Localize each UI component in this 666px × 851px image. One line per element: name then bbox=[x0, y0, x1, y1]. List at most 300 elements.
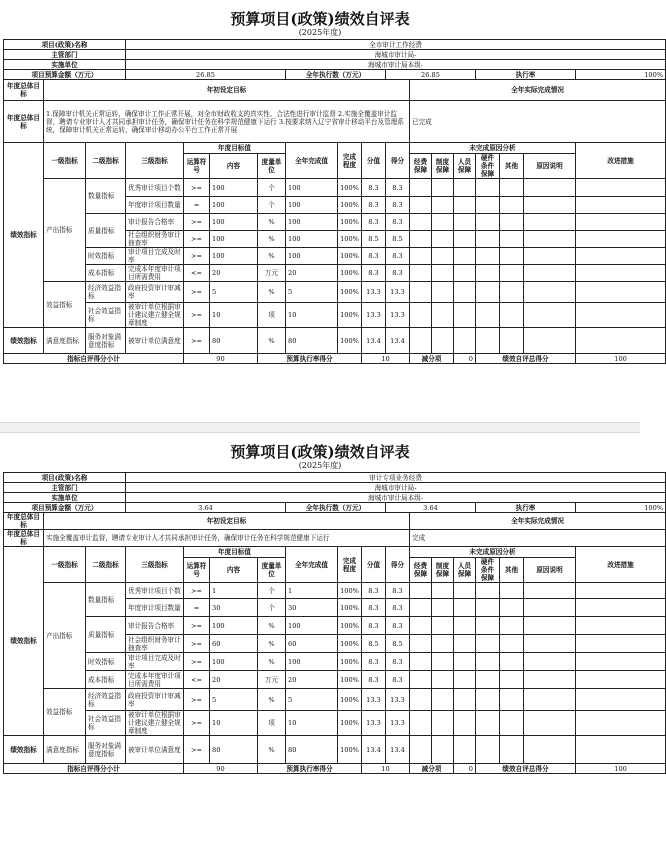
empty-cell bbox=[524, 635, 576, 653]
indicator-degree: 100% bbox=[338, 583, 362, 599]
empty-cell bbox=[410, 231, 432, 248]
indicator-actual: 30 bbox=[286, 599, 338, 617]
table-row bbox=[4, 40, 666, 50]
indicator-name: 年度审计项目数量 bbox=[126, 599, 184, 617]
table-row bbox=[4, 101, 666, 143]
project-name-value: 审计专项业务经费 bbox=[126, 473, 666, 483]
indicator-weight: 8.3 bbox=[362, 179, 386, 197]
table-row bbox=[4, 671, 666, 689]
indicator-unit: 个 bbox=[258, 197, 286, 214]
empty-cell bbox=[410, 653, 432, 671]
empty-cell bbox=[524, 265, 576, 282]
unit-label: 实施单位 bbox=[4, 60, 126, 70]
header-level1: 一级指标 bbox=[44, 547, 86, 583]
table-row bbox=[4, 513, 666, 530]
empty-cell bbox=[476, 689, 500, 711]
empty-cell bbox=[524, 599, 576, 617]
empty-cell bbox=[432, 671, 454, 689]
indicator-value: 100 bbox=[210, 248, 258, 265]
indicator-op: = bbox=[184, 599, 210, 617]
indicator-score: 13.4 bbox=[386, 328, 410, 354]
header-score: 得分 bbox=[386, 547, 410, 583]
table-row bbox=[4, 354, 666, 364]
indicator-op: >= bbox=[184, 689, 210, 711]
rate-label: 执行率 bbox=[476, 70, 576, 80]
indicator-value: 80 bbox=[210, 328, 258, 354]
indicator-weight: 8.5 bbox=[362, 231, 386, 248]
indicator-name: 年度审计项目数量 bbox=[126, 197, 184, 214]
indicator-value: 100 bbox=[210, 214, 258, 231]
indicator-degree: 100% bbox=[338, 599, 362, 617]
goal-header-label: 年度总体目标 bbox=[4, 80, 44, 101]
empty-cell bbox=[524, 328, 576, 354]
empty-cell bbox=[476, 265, 500, 282]
deduct-value: 0 bbox=[454, 354, 476, 364]
goal-text: 实施全覆盖审计监督，聘请专业审计人才共同承担审计任务，确保审计任务在科学规范健康下运行 bbox=[44, 530, 410, 547]
report-page-2 bbox=[0, 433, 664, 851]
indicator-actual: 100 bbox=[286, 214, 338, 231]
empty-cell bbox=[454, 248, 476, 265]
empty-cell bbox=[524, 179, 576, 197]
table-row bbox=[4, 179, 666, 197]
indicator-score: 13.4 bbox=[386, 736, 410, 764]
empty-cell bbox=[576, 599, 666, 617]
total-value: 100 bbox=[576, 354, 666, 364]
indicator-name: 政府投资审计审减率 bbox=[126, 282, 184, 303]
empty-cell bbox=[432, 214, 454, 231]
empty-cell bbox=[476, 653, 500, 671]
empty-cell bbox=[500, 197, 524, 214]
goal-actual-label: 全年实际完成情况 bbox=[410, 513, 666, 530]
deduct-label: 减分项 bbox=[410, 764, 454, 774]
empty-cell bbox=[476, 583, 500, 599]
goal-actual-label: 全年实际完成情况 bbox=[410, 80, 666, 101]
indicator-value: 20 bbox=[210, 265, 258, 282]
header-r-staff: 人员保障 bbox=[454, 558, 476, 583]
header-improve: 改进措施 bbox=[576, 547, 666, 583]
empty-cell bbox=[576, 689, 666, 711]
empty-cell bbox=[500, 736, 524, 764]
indicator-actual: 100 bbox=[286, 197, 338, 214]
indicator-score: 8.3 bbox=[386, 248, 410, 265]
empty-cell bbox=[410, 689, 432, 711]
indicator-score: 13.3 bbox=[386, 711, 410, 736]
empty-cell bbox=[524, 583, 576, 599]
indicator-op: >= bbox=[184, 583, 210, 599]
header-r-other: 其他 bbox=[500, 154, 524, 179]
indicator-score: 13.3 bbox=[386, 689, 410, 711]
l2-service: 服务对象满意度指标 bbox=[86, 736, 126, 764]
empty-cell bbox=[476, 303, 500, 328]
indicator-value: 60 bbox=[210, 635, 258, 653]
budget-value: 3.64 bbox=[126, 503, 286, 513]
indicator-value: 100 bbox=[210, 179, 258, 197]
indicator-score: 8.3 bbox=[386, 671, 410, 689]
indicator-op: >= bbox=[184, 711, 210, 736]
indicator-actual: 10 bbox=[286, 711, 338, 736]
indicator-weight: 8.5 bbox=[362, 635, 386, 653]
indicator-actual: 5 bbox=[286, 282, 338, 303]
header-degree: 完成程度 bbox=[338, 547, 362, 583]
indicator-actual: 100 bbox=[286, 653, 338, 671]
empty-cell bbox=[410, 328, 432, 354]
empty-cell bbox=[432, 303, 454, 328]
empty-cell bbox=[576, 231, 666, 248]
empty-cell bbox=[476, 635, 500, 653]
indicator-name: 被审计单位根据审计建议建立健全规章制度 bbox=[126, 303, 184, 328]
indicator-actual: 1 bbox=[286, 583, 338, 599]
empty-cell bbox=[576, 214, 666, 231]
indicator-weight: 13.4 bbox=[362, 328, 386, 354]
indicator-weight: 13.4 bbox=[362, 736, 386, 764]
table-row bbox=[4, 547, 666, 558]
empty-cell bbox=[476, 328, 500, 354]
indicator-op: >= bbox=[184, 282, 210, 303]
empty-cell bbox=[410, 736, 432, 764]
indicator-unit: % bbox=[258, 282, 286, 303]
header-r-staff: 人员保障 bbox=[454, 154, 476, 179]
header-r-system: 制度保障 bbox=[432, 558, 454, 583]
l2-quantity: 数量指标 bbox=[86, 179, 126, 214]
empty-cell bbox=[500, 653, 524, 671]
header-weight: 分值 bbox=[362, 547, 386, 583]
empty-cell bbox=[576, 711, 666, 736]
indicator-actual: 100 bbox=[286, 231, 338, 248]
empty-cell bbox=[454, 197, 476, 214]
table-row bbox=[4, 530, 666, 547]
empty-cell bbox=[432, 231, 454, 248]
empty-cell bbox=[410, 248, 432, 265]
empty-cell bbox=[410, 282, 432, 303]
budget-label: 项目预算金额（万元） bbox=[4, 503, 126, 513]
header-unit: 度量单位 bbox=[258, 558, 286, 583]
unit-value: 海城市审计局本级- bbox=[126, 60, 666, 70]
total-label: 绩效自评总得分 bbox=[476, 764, 576, 774]
empty-cell bbox=[454, 635, 476, 653]
empty-cell bbox=[576, 736, 666, 764]
indicator-degree: 100% bbox=[338, 282, 362, 303]
indicator-weight: 13.3 bbox=[362, 282, 386, 303]
empty-cell bbox=[500, 282, 524, 303]
empty-cell bbox=[432, 197, 454, 214]
empty-cell bbox=[476, 231, 500, 248]
empty-cell bbox=[500, 303, 524, 328]
empty-cell bbox=[524, 653, 576, 671]
goal-header-label: 年度总体目标 bbox=[4, 513, 44, 530]
indicator-value: 30 bbox=[210, 599, 258, 617]
l2-service: 服务对象满意度指标 bbox=[86, 328, 126, 354]
indicator-actual: 20 bbox=[286, 671, 338, 689]
rate-label: 执行率 bbox=[476, 503, 576, 513]
indicator-op: <= bbox=[184, 265, 210, 282]
indicator-score: 8.3 bbox=[386, 179, 410, 197]
table-row bbox=[4, 328, 666, 354]
indicator-op: >= bbox=[184, 248, 210, 265]
empty-cell bbox=[524, 689, 576, 711]
indicator-unit: % bbox=[258, 736, 286, 764]
l2-timeliness: 时效指标 bbox=[86, 653, 126, 671]
empty-cell bbox=[500, 711, 524, 736]
rate-value: 100% bbox=[576, 70, 666, 80]
empty-cell bbox=[454, 282, 476, 303]
indicator-score: 8.3 bbox=[386, 214, 410, 231]
goal-actual-value: 已完成 bbox=[410, 101, 666, 143]
header-improve: 改进措施 bbox=[576, 143, 666, 179]
executed-label: 全年执行数（万元） bbox=[286, 503, 386, 513]
empty-cell bbox=[500, 265, 524, 282]
project-name-label: 项目(政策)名称 bbox=[4, 473, 126, 483]
empty-cell bbox=[576, 282, 666, 303]
budget-label: 项目预算金额（万元） bbox=[4, 70, 126, 80]
empty-cell bbox=[524, 711, 576, 736]
header-level1: 一级指标 bbox=[44, 143, 86, 179]
table-row bbox=[4, 711, 666, 736]
empty-cell bbox=[576, 303, 666, 328]
empty-cell bbox=[410, 599, 432, 617]
empty-cell bbox=[410, 671, 432, 689]
l1-satisfaction: 满意度指标 bbox=[44, 736, 86, 764]
header-r-hw: 硬件条件保障 bbox=[476, 558, 500, 583]
indicator-value: 5 bbox=[210, 689, 258, 711]
table-row bbox=[4, 503, 666, 513]
department-label: 主管部门 bbox=[4, 50, 126, 60]
indicator-weight: 8.3 bbox=[362, 599, 386, 617]
exec-score-label: 预算执行率得分 bbox=[258, 354, 362, 364]
goal-row-label: 年度总体目标 bbox=[4, 101, 44, 143]
report-title: 预算项目(政策)绩效自评表 bbox=[230, 10, 410, 28]
indicator-weight: 8.3 bbox=[362, 214, 386, 231]
indicator-score: 8.3 bbox=[386, 599, 410, 617]
empty-cell bbox=[432, 617, 454, 635]
indicator-op: >= bbox=[184, 635, 210, 653]
empty-cell bbox=[500, 328, 524, 354]
table-row bbox=[4, 303, 666, 328]
indicator-degree: 100% bbox=[338, 265, 362, 282]
table-row bbox=[4, 214, 666, 231]
header-year-target: 年度目标值 bbox=[184, 547, 286, 558]
empty-cell bbox=[476, 711, 500, 736]
header-r-system: 制度保障 bbox=[432, 154, 454, 179]
indicator-weight: 13.3 bbox=[362, 711, 386, 736]
indicator-weight: 8.3 bbox=[362, 653, 386, 671]
indicator-name: 被审计单位满意度 bbox=[126, 328, 184, 354]
empty-cell bbox=[476, 197, 500, 214]
l1-effect: 效益指标 bbox=[44, 689, 86, 736]
indicator-unit: 万元 bbox=[258, 671, 286, 689]
empty-cell bbox=[454, 303, 476, 328]
indicator-value: 10 bbox=[210, 711, 258, 736]
indicator-value: 5 bbox=[210, 282, 258, 303]
empty-cell bbox=[432, 653, 454, 671]
indicator-actual: 5 bbox=[286, 689, 338, 711]
empty-cell bbox=[576, 179, 666, 197]
empty-cell bbox=[524, 736, 576, 764]
indicator-score: 8.3 bbox=[386, 617, 410, 635]
indicator-actual: 100 bbox=[286, 617, 338, 635]
evaluation-table bbox=[3, 39, 666, 364]
empty-cell bbox=[524, 214, 576, 231]
empty-cell bbox=[476, 599, 500, 617]
indicator-weight: 8.3 bbox=[362, 248, 386, 265]
indicator-op: <= bbox=[184, 671, 210, 689]
table-row bbox=[4, 764, 666, 774]
indicator-actual: 60 bbox=[286, 635, 338, 653]
l2-quantity: 数量指标 bbox=[86, 583, 126, 617]
empty-cell bbox=[410, 197, 432, 214]
indicator-unit: % bbox=[258, 653, 286, 671]
empty-cell bbox=[432, 328, 454, 354]
indicator-name: 政府投资审计审减率 bbox=[126, 689, 184, 711]
empty-cell bbox=[454, 689, 476, 711]
table-row bbox=[4, 617, 666, 635]
indicator-name: 社会组织财务审计抽查率 bbox=[126, 231, 184, 248]
exec-score-label: 预算执行率得分 bbox=[258, 764, 362, 774]
indicator-unit: 项 bbox=[258, 303, 286, 328]
indicator-degree: 100% bbox=[338, 197, 362, 214]
l2-quality: 质量指标 bbox=[86, 617, 126, 653]
empty-cell bbox=[410, 583, 432, 599]
summary-score: 90 bbox=[184, 764, 258, 774]
empty-cell bbox=[524, 617, 576, 635]
l2-cost: 成本指标 bbox=[86, 671, 126, 689]
header-reason: 未完成原因分析 bbox=[410, 143, 576, 154]
indicator-name: 优秀审计项目个数 bbox=[126, 179, 184, 197]
empty-cell bbox=[500, 214, 524, 231]
l2-social: 社会效益指标 bbox=[86, 711, 126, 736]
indicator-name: 完成本年度审计项目所需费用 bbox=[126, 671, 184, 689]
header-level2: 二级指标 bbox=[86, 143, 126, 179]
empty-cell bbox=[576, 671, 666, 689]
empty-cell bbox=[454, 265, 476, 282]
table-row bbox=[4, 282, 666, 303]
table-row bbox=[4, 689, 666, 711]
header-content: 内容 bbox=[210, 154, 258, 179]
indicator-weight: 8.3 bbox=[362, 583, 386, 599]
indicator-unit: % bbox=[258, 248, 286, 265]
table-row bbox=[4, 583, 666, 599]
empty-cell bbox=[576, 248, 666, 265]
empty-cell bbox=[432, 248, 454, 265]
indicator-actual: 80 bbox=[286, 736, 338, 764]
empty-cell bbox=[410, 214, 432, 231]
l2-economic: 经济效益指标 bbox=[86, 689, 126, 711]
header-unit: 度量单位 bbox=[258, 154, 286, 179]
l2-quality: 质量指标 bbox=[86, 214, 126, 248]
indicator-weight: 13.3 bbox=[362, 689, 386, 711]
indicator-value: 10 bbox=[210, 303, 258, 328]
perf-label-satisfaction: 绩效指标 bbox=[4, 736, 44, 764]
executed-value: 26.85 bbox=[386, 70, 476, 80]
empty-cell bbox=[500, 583, 524, 599]
indicator-value: 100 bbox=[210, 197, 258, 214]
indicator-value: 1 bbox=[210, 583, 258, 599]
indicator-value: 100 bbox=[210, 653, 258, 671]
indicator-degree: 100% bbox=[338, 635, 362, 653]
empty-cell bbox=[500, 635, 524, 653]
project-name-label: 项目(政策)名称 bbox=[4, 40, 126, 50]
goal-row-label: 年度总体目标 bbox=[4, 530, 44, 547]
report-year: (2025年度) bbox=[298, 28, 342, 37]
empty-cell bbox=[410, 265, 432, 282]
empty-cell bbox=[432, 179, 454, 197]
indicator-weight: 8.3 bbox=[362, 197, 386, 214]
header-level3: 三级指标 bbox=[126, 547, 184, 583]
summary-label: 指标自评得分小计 bbox=[4, 354, 184, 364]
empty-cell bbox=[576, 328, 666, 354]
indicator-degree: 100% bbox=[338, 653, 362, 671]
indicator-op: >= bbox=[184, 303, 210, 328]
empty-cell bbox=[454, 711, 476, 736]
indicator-degree: 100% bbox=[338, 179, 362, 197]
indicator-actual: 100 bbox=[286, 179, 338, 197]
empty-cell bbox=[476, 671, 500, 689]
header-r-desc: 原因说明 bbox=[524, 558, 576, 583]
header-weight: 分值 bbox=[362, 143, 386, 179]
header-r-fund: 经费保障 bbox=[410, 154, 432, 179]
empty-cell bbox=[476, 736, 500, 764]
indicator-actual: 20 bbox=[286, 265, 338, 282]
empty-cell bbox=[476, 179, 500, 197]
indicator-degree: 100% bbox=[338, 248, 362, 265]
header-score: 得分 bbox=[386, 143, 410, 179]
empty-cell bbox=[500, 248, 524, 265]
empty-cell bbox=[410, 635, 432, 653]
deduct-value: 0 bbox=[454, 764, 476, 774]
indicator-degree: 100% bbox=[338, 328, 362, 354]
indicator-unit: % bbox=[258, 617, 286, 635]
empty-cell bbox=[432, 711, 454, 736]
table-row bbox=[4, 248, 666, 265]
empty-cell bbox=[576, 265, 666, 282]
perf-label-satisfaction: 绩效指标 bbox=[4, 328, 44, 354]
l1-output: 产出指标 bbox=[44, 583, 86, 689]
empty-cell bbox=[432, 635, 454, 653]
header-level3: 三级指标 bbox=[126, 143, 184, 179]
indicator-name: 优秀审计项目个数 bbox=[126, 583, 184, 599]
indicator-weight: 13.3 bbox=[362, 303, 386, 328]
indicator-op: >= bbox=[184, 214, 210, 231]
empty-cell bbox=[476, 617, 500, 635]
header-r-hw: 硬件条件保障 bbox=[476, 154, 500, 179]
indicator-name: 审计报告合格率 bbox=[126, 214, 184, 231]
empty-cell bbox=[476, 282, 500, 303]
indicator-unit: 万元 bbox=[258, 265, 286, 282]
header-r-fund: 经费保障 bbox=[410, 558, 432, 583]
indicator-unit: % bbox=[258, 328, 286, 354]
l2-social: 社会效益指标 bbox=[86, 303, 126, 328]
indicator-unit: 个 bbox=[258, 179, 286, 197]
empty-cell bbox=[524, 303, 576, 328]
page-divider bbox=[0, 422, 640, 433]
indicator-name: 被审计单位根据审计建议建立健全规章制度 bbox=[126, 711, 184, 736]
header-r-desc: 原因说明 bbox=[524, 154, 576, 179]
indicator-value: 100 bbox=[210, 617, 258, 635]
indicator-score: 8.5 bbox=[386, 231, 410, 248]
indicator-score: 8.3 bbox=[386, 265, 410, 282]
indicator-op: >= bbox=[184, 736, 210, 764]
table-row bbox=[4, 736, 666, 764]
indicator-degree: 100% bbox=[338, 617, 362, 635]
indicator-score: 13.3 bbox=[386, 282, 410, 303]
empty-cell bbox=[524, 671, 576, 689]
empty-cell bbox=[432, 736, 454, 764]
header-content: 内容 bbox=[210, 558, 258, 583]
empty-cell bbox=[432, 265, 454, 282]
header-r-other: 其他 bbox=[500, 558, 524, 583]
indicator-degree: 100% bbox=[338, 671, 362, 689]
empty-cell bbox=[432, 689, 454, 711]
goal-actual-value: 完成 bbox=[410, 530, 666, 547]
